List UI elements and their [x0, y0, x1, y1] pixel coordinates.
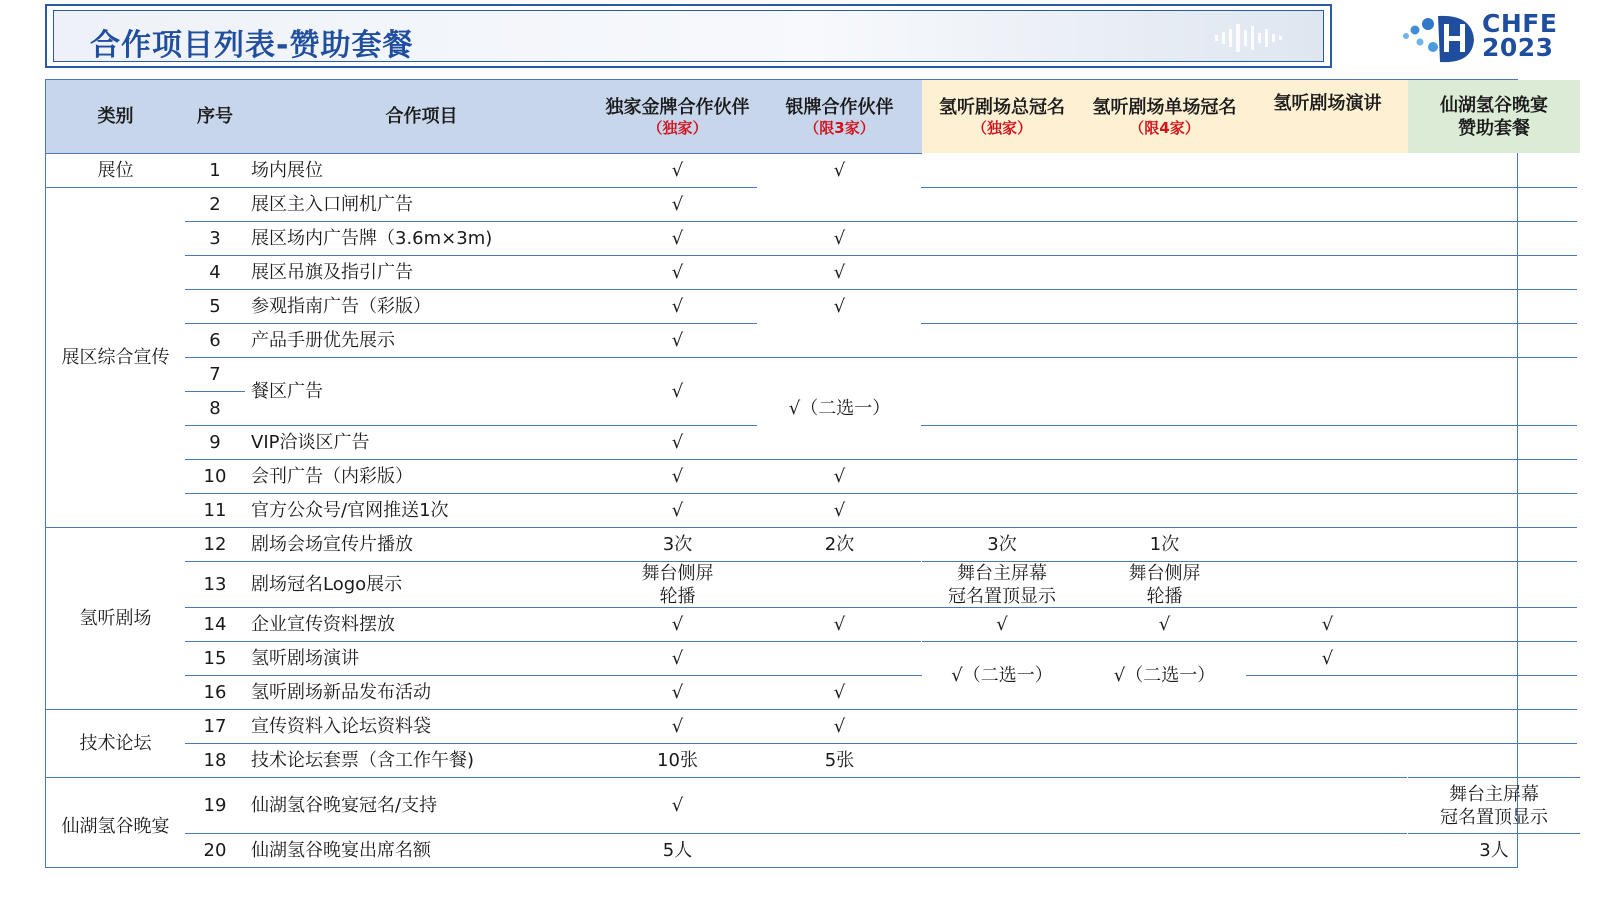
header-theater-single-label: 氢听剧场单场冠名: [1092, 97, 1237, 118]
header-gold-label: 独家金牌合作伙伴: [605, 97, 750, 118]
header-number: [185, 80, 245, 153]
cell-line: 舞台主屏幕: [1449, 783, 1539, 805]
cell-gold: √: [598, 675, 757, 709]
cell-line: 轮播: [659, 585, 696, 607]
row-rule-line: [921, 187, 1577, 188]
header-category-label: 类别: [97, 106, 134, 127]
category-theater-label: 氢听剧场: [79, 608, 152, 629]
row-rule-line: [1407, 607, 1577, 608]
cell-line: 舞台侧屏: [1128, 562, 1201, 584]
row-rule-line: [1246, 675, 1577, 676]
header-silver-partner: [757, 80, 922, 153]
cell-line: 冠名置顶显示: [948, 585, 1056, 607]
header-gala-line1: 仙湖氢谷晚宴: [1440, 94, 1548, 116]
cell-gold: √: [598, 357, 757, 425]
row-rule-line: [756, 289, 1577, 290]
row-number: 10: [185, 459, 245, 493]
row-item: VIP洽谈区广告: [245, 425, 598, 459]
cell-gold: √: [598, 221, 757, 255]
row-item: 展区吊旗及指引广告: [245, 255, 598, 289]
header-item: [245, 80, 598, 153]
row-number: 9: [185, 425, 245, 459]
row-number: 8: [185, 391, 245, 425]
row-item: 仙湖氢谷晚宴冠名/支持: [245, 777, 598, 833]
category-forum-label: 技术论坛: [79, 733, 152, 754]
header-theater-single-sponsor: [1082, 80, 1247, 153]
row-rule-line: [921, 357, 1577, 358]
cell-line: 冠名置顶显示: [1440, 806, 1548, 828]
category-gala: [46, 777, 185, 867]
category-promotion: [46, 187, 185, 527]
cell-gold: 5人: [598, 833, 757, 867]
cell-gold: √: [598, 425, 757, 459]
cell-gold: √: [598, 187, 757, 221]
row-number: 13: [185, 561, 245, 607]
row-rule-line: [756, 777, 1407, 778]
row-item: 氢听剧场演讲: [245, 641, 598, 675]
row-rule-line: [921, 709, 1577, 710]
category-booth-label: 展位: [97, 160, 134, 181]
row-item: 仙湖氢谷晚宴出席名额: [245, 833, 598, 867]
row-number: 6: [185, 323, 245, 357]
cell-theater-title: √: [922, 607, 1082, 641]
header-gala-package: [1408, 80, 1580, 153]
cell-line: 轮播: [1146, 585, 1183, 607]
row-rule-line: [756, 561, 921, 562]
category-gala-label: 仙湖氢谷晚宴: [61, 816, 170, 837]
cell-gold: √: [598, 255, 757, 289]
row-item: 技术论坛套票（含工作午餐): [245, 743, 598, 777]
row-rule-line: [921, 255, 1577, 256]
header-theater-title-label: 氢听剧场总冠名: [939, 97, 1065, 118]
cell-silver: √: [757, 607, 922, 641]
row-rule-line: [756, 641, 921, 642]
cell-gold: 3次: [598, 527, 757, 561]
row-number: 17: [185, 709, 245, 743]
row-rule-line: [921, 493, 1577, 494]
cell-gold: √: [598, 777, 757, 833]
row-item: 企业宣传资料摆放: [245, 607, 598, 641]
cell-gold: √: [598, 493, 757, 527]
cell-theater-single: √: [1082, 607, 1247, 641]
header-silver-note: （限3家）: [804, 119, 875, 137]
row-number: 5: [185, 289, 245, 323]
page-title: 合作项目列表-赞助套餐: [90, 28, 414, 63]
cell-gold: [598, 561, 757, 607]
row-item: 宣传资料入论坛资料袋: [245, 709, 598, 743]
cell-gold: √: [598, 709, 757, 743]
row-item: 展区场内广告牌（3.6m×3m): [245, 221, 598, 255]
category-forum: [46, 709, 185, 777]
cell-silver: √: [757, 255, 922, 289]
row-item: 官方公众号/官网推送1次: [245, 493, 598, 527]
header-theater-single-note: （限4家）: [1129, 119, 1200, 137]
logo-text-chfe: CHFE: [1482, 9, 1558, 38]
row-item: 会刊广告（内彩版）: [245, 459, 598, 493]
row-item: 产品手册优先展示: [245, 323, 598, 357]
row-item: 餐区广告: [245, 357, 598, 425]
row-item: 场内展位: [245, 153, 598, 187]
cell-gold: 10张: [598, 743, 757, 777]
cell-theater-single: 1次: [1082, 527, 1247, 561]
cell-silver-choose-one: √（二选一）: [757, 357, 922, 459]
header-item-label: 合作项目: [385, 106, 458, 127]
row-item: 氢听剧场新品发布活动: [245, 675, 598, 709]
cell-theater-talk: √: [1247, 641, 1408, 675]
row-number: 12: [185, 527, 245, 561]
row-number: 19: [185, 777, 245, 833]
header-theater-title-sponsor: [922, 80, 1082, 153]
category-promotion-label: 展区综合宣传: [61, 347, 170, 368]
cell-line: 舞台侧屏: [641, 562, 714, 584]
row-rule-line: [756, 459, 1577, 460]
row-number: 4: [185, 255, 245, 289]
header-gala-line2: 赞助套餐: [1458, 117, 1530, 139]
cell-silver: √: [757, 675, 922, 709]
cell-theater-talk: √: [1247, 607, 1408, 641]
cell-gala: [1408, 777, 1580, 833]
header-gold-note: （独家）: [647, 119, 708, 137]
cell-theater-title-choose-one: √（二选一）: [922, 641, 1082, 709]
row-rule-line: [1246, 527, 1577, 528]
row-number: 18: [185, 743, 245, 777]
category-booth: [46, 153, 185, 187]
header-category: [46, 80, 185, 153]
row-number: 16: [185, 675, 245, 709]
cell-silver: √: [757, 153, 922, 187]
header-silver-label: 银牌合作伙伴: [785, 97, 894, 118]
row-item: 参观指南广告（彩版）: [245, 289, 598, 323]
row-rule-line: [921, 743, 1577, 744]
row-number: 11: [185, 493, 245, 527]
cell-gold: √: [598, 607, 757, 641]
cell-gold: √: [598, 459, 757, 493]
header-theater-talk-label: 氢听剧场演讲: [1273, 93, 1382, 114]
row-number: 7: [185, 357, 245, 391]
row-number: 20: [185, 833, 245, 867]
cell-silver: √: [757, 459, 922, 493]
row-rule-line: [756, 675, 921, 676]
row-rule-line: [1407, 641, 1577, 642]
cell-theater-single: [1082, 561, 1247, 607]
title-banner-inner: [53, 10, 1324, 62]
row-number: 1: [185, 153, 245, 187]
cell-silver: 2次: [757, 527, 922, 561]
cell-silver: √: [757, 493, 922, 527]
cell-theater-single-choose-one: √（二选一）: [1082, 641, 1247, 709]
title-banner: [45, 4, 1332, 68]
logo-text-year: 2023: [1482, 33, 1554, 62]
sponsorship-table: [45, 79, 1548, 868]
row-rule-line: [921, 425, 1577, 426]
category-theater: [46, 527, 185, 709]
header-theater-talk: [1247, 80, 1408, 153]
row-item: 展区主入口闸机广告: [245, 187, 598, 221]
row-number: 15: [185, 641, 245, 675]
row-rule-line: [756, 833, 1407, 834]
hydrogen-molecule-icon: [1400, 6, 1480, 68]
row-rule-line: [921, 323, 1577, 324]
row-rule-line: [921, 221, 1577, 222]
row-number: 3: [185, 221, 245, 255]
cell-silver: √: [757, 709, 922, 743]
row-number: 2: [185, 187, 245, 221]
cell-gala: 3人: [1408, 833, 1580, 867]
header-theater-title-note: （独家）: [971, 119, 1032, 137]
row-number: 14: [185, 607, 245, 641]
header-number-label: 序号: [197, 106, 233, 127]
cell-gold: √: [598, 153, 757, 187]
chfe-logo: [1400, 6, 1560, 70]
cell-silver: 5张: [757, 743, 922, 777]
header-gold-partner: [598, 80, 757, 153]
soundwave-icon: [1213, 21, 1293, 55]
cell-gold: √: [598, 641, 757, 675]
cell-silver: √: [757, 221, 922, 255]
cell-gold: √: [598, 323, 757, 357]
cell-silver: √: [757, 289, 922, 323]
cell-theater-title: 3次: [922, 527, 1082, 561]
cell-theater-title: [922, 561, 1082, 607]
row-rule-line: [1246, 561, 1577, 562]
cell-line: 舞台主屏幕: [957, 562, 1047, 584]
row-item: 剧场冠名Logo展示: [245, 561, 598, 607]
cell-gold: √: [598, 289, 757, 323]
logo-text: [1482, 9, 1558, 62]
row-item: 剧场会场宣传片播放: [245, 527, 598, 561]
